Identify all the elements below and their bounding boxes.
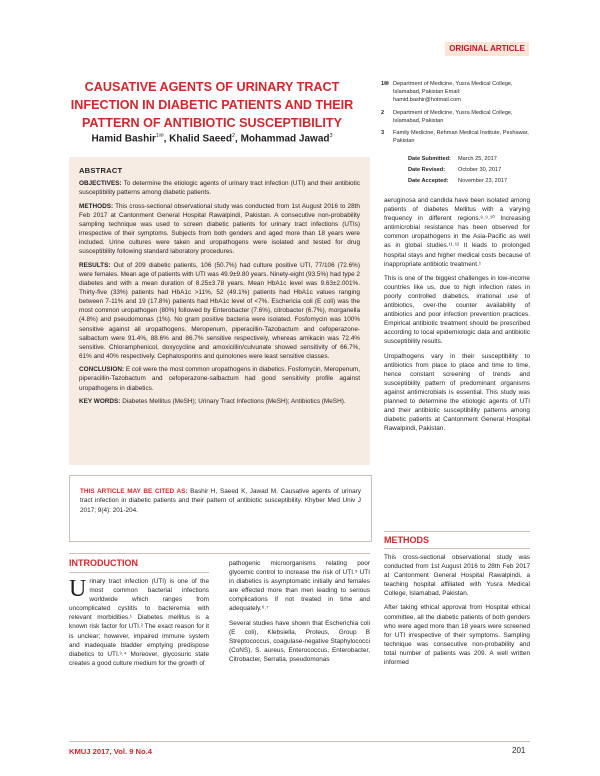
section-divider <box>384 531 530 532</box>
author-name[interactable]: Hamid Bashir <box>91 133 156 145</box>
affiliation-number: 2 <box>381 109 385 116</box>
body-paragraph: This cross-sectional observational study was conducted from 1st August 2016 to 28th Feb 2017 at Cantonment General Hospital Rawalpindi, a teaching hospital affiliated with Yusra Medical College, Islamabad, Pakistan. <box>384 554 530 598</box>
intro-paragraph: Several studies have shown that Escherichia coli (E coli), Klebsiella, Proteus, Group B Streptococcus, coagulase-negative Staphylococci (CoNS), S. aureus, Enterococcus, Enterobacter, Citrobacter, Serratia, pseudomonas <box>229 619 370 663</box>
article-title: CAUSATIVE AGENTS OF URINARY TRACT INFECTION IN DIABETIC PATIENTS AND THEIR PATTERN OF ANTIBIOTIC SUSCEPTIBILITY <box>70 80 354 130</box>
methods-column <box>384 553 530 736</box>
author-list: Hamid Bashir$^{1✉}$, Khalid Saeed$^2$, Mohammad Jawad$^3$ <box>91 133 333 145</box>
date-row <box>408 176 533 187</box>
author-affil-mark: 1✉ <box>155 133 164 139</box>
affiliation-number: 1✉ <box>381 81 389 87</box>
methods-heading: METHODS <box>384 535 429 545</box>
methods-text: This cross-sectional observational study was conducted from 1st August 2016 to 28th Feb 2017 at Cantonment General Hospital Rawalpindi, Pakistan. A consecutive non-probability sampling technique was used to screen diabetic patients for urinary tract infections (UTIs) irrespective of their symptoms. Subjects from both genders and aged more than 18 years were included. Urine cultures were taken and uropathogens were isolated and tested for drug susceptibility following standard laboratory procedures. <box>79 202 360 256</box>
drop-cap: U <box>69 577 87 602</box>
article-type-badge: ORIGINAL ARTICLE <box>445 42 529 56</box>
citation-label: THIS ARTICLE MAY BE CITED AS: <box>80 488 188 495</box>
methods-label: METHODS: <box>79 202 114 210</box>
date-value: October 30, 2017 <box>458 166 502 173</box>
date-row <box>408 165 533 176</box>
affiliations <box>381 80 529 149</box>
affiliation-text: Department of Medicine, Yusra Medical College, Islamabad, Pakistan Email: hamid.bashir@hotmail.com <box>393 81 513 104</box>
body-paragraph: Uropathogens vary in their susceptibility to antibiotics from place to place and time to time, hence constant screening of trends and susceptibility pattern of predominant organisms against antimicrobials is essential. This study was planned to determine the etiologic agents of UTI and their antibiotic susceptibility patterns among diabetic patients at Cantonment General Hospital Rawalpindi, Pakistan. <box>384 352 530 433</box>
keywords-label: KEY WORDS: <box>79 398 121 406</box>
affiliation-item <box>381 80 529 105</box>
introduction-heading: INTRODUCTION <box>69 558 138 568</box>
date-row <box>408 154 533 165</box>
objectives-text: To determine the etiologic agents of urinary tract infection (UTI) and their antibiotic susceptibility patterns among diabetic patients. <box>79 180 360 197</box>
objectives-label: OBJECTIVES: <box>79 180 122 188</box>
date-value: November 23, 2017 <box>458 177 508 184</box>
author-affil-mark: 3 <box>329 133 333 139</box>
section-divider <box>69 553 370 554</box>
intro-column-2 <box>229 559 370 739</box>
date-label: Date Accepted: <box>408 177 449 184</box>
section-divider <box>69 572 209 573</box>
intro-paragraph: rinary tract infection (UTI) is one of the most common bacterial infections worldwide which ranges from uncomplicated cystitis to bacteremia with relevant morbidities.¹ Diabetes mellitus is a known risk factor for UTI.² The exact reason for it is unclear; however, impaired immune system and inadequate bladder emptying predispose diabetics to UTI.³˒⁴ Moreover, glycosuric state creates a good culture medium for the growth of <box>69 578 209 667</box>
right-column <box>384 196 530 546</box>
conclusion-label: CONCLUSION: <box>79 366 125 374</box>
results-text: Out of 209 diabetic patients, 106 (50.7%) had culture positive UTI, 77/106 (72.6%) were females. Mean age of patients with UTI was 49.9±9.80 years. Ninety-eight (93.5%) had type 2 diabetes and with a mean duration of 8.25±3.78 years. Mean HbA1c level was 9.63±2.001%. Thirty-five (33%) patients had HbA1c >11%, 52 (49.1%) patients had HbA1c values ranging between 7-11% and 19 (17.8%) patients had HbA1c level of <7%. Eschericia coli (E coli) was the most common uropathogen (80%) followed by Enterobacter (7.6%), citrobacter (6.7%), morganella (4.8%) and pseudomonas (1%). No gram positive bacteria were isolated. Fosfomycin was 100% sensitive against all uropathogens. Meropenum, piperacillin-Tazobactum and cefoperazone-salbactum were 91.4%, 88.6% and 86.7% sensitive respectively, whereas amikacin was 72.4% sensitive. Chloramphenicol, doxycycline and amoxicillin/culvunate showed sensitivity of 66.7%, 61% and 40% respectively. Cephalosporins and quinolones were least sensitive classes. <box>79 261 360 360</box>
body-paragraph: This is one of the biggest challenges in low-income countries like us, due to high infection rates in poorly controlled diabetics, irrational use of antibiotics, over-the counter availability of antibiotics and poor infection prevention practices. Empirical antibiotic treatment should be prescribed according to local epidemiologic data and antibiotic susceptibility results. <box>384 274 530 346</box>
date-value: March 25, 2017 <box>458 156 497 162</box>
submission-dates <box>408 154 533 186</box>
affiliation-item <box>381 109 529 125</box>
footer-divider <box>69 741 530 742</box>
affiliation-text: Family Medicine, Rehman Medical Institute, Peshawar, Pakistan <box>393 130 529 145</box>
page-number: 201 <box>512 746 526 755</box>
affiliation-number: 3 <box>381 130 385 137</box>
keywords-text: Diabetes Mellitus (MeSH); Urinary Tract Infections (MeSH); Antibiotics (MeSH). <box>122 398 346 406</box>
author-affil-mark: 2 <box>231 133 236 139</box>
abstract-conclusion <box>79 365 360 392</box>
conclusion-text: E coli were the most common uropathogens in diabetics. Fosfomycin, Meropenum, piperacillin-Tazobactum and cefoperazone-salbactum had good sensitivity profile against uropathogens in diabetics. <box>79 366 360 392</box>
intro-paragraph: pathogenic microorganisms relating poor glycemic control to increase the risk of UTI.⁵ UTI in diabetics is asymptomatic initially and females are effected more than men leading to serious complications if not treated in time and adequately.⁶˒⁷ <box>229 560 370 613</box>
journal-footer: KMUJ 2017, Vol. 9 No.4 <box>69 747 152 756</box>
abstract-heading: ABSTRACT <box>79 166 123 175</box>
date-label: Date Submitted: <box>408 156 451 162</box>
abstract-methods <box>79 202 360 257</box>
intro-column-1 <box>69 577 209 737</box>
citation-box <box>69 475 372 542</box>
abstract-box <box>69 157 370 465</box>
abstract-results <box>79 261 360 361</box>
affiliation-text: Department of Medicine, Yusra Medical College, Islamabad, Pakistan <box>393 109 513 124</box>
citation-text[interactable]: Bashir H, Saeed K, Jawad M. Causative agents of urinary tract infection in diabetic patients and their pattern of antibiotic susceptibility. Khyber Med Univ J 2017; 9(4): 201-204. <box>80 488 361 514</box>
section-divider <box>384 548 530 549</box>
date-label: Date Revised: <box>408 166 445 173</box>
body-paragraph: After taking ethical approval from Hospital ethical committee, all the diabetic patients of both genders who were aged more than 18 years were screened for UTI irrespective of their symptoms. Sampling technique was consecutive non-probability and total number of patients was 209. A well written informed <box>384 604 530 667</box>
author-name[interactable]: Khalid Saeed <box>169 133 232 145</box>
results-label: RESULTS: <box>79 261 111 269</box>
affiliation-item <box>381 129 529 145</box>
body-paragraph: aeruginosa and candida have been isolated among patients of diabetes Mellitus with a varying frequency in different regions.⁸˒⁹˒¹⁰ Increasing antimicrobial resistance has been observed for common uropathogens in the Asia-Pacific as well as in global studies.¹¹˒¹² It leads to prolonged hospital stays and higher medical costs because of inappropriate antibiotic treatment.¹ <box>384 197 530 268</box>
author-name[interactable]: Mohammad Jawad <box>240 133 330 145</box>
abstract-keywords <box>79 397 360 406</box>
abstract-objectives <box>79 179 360 197</box>
